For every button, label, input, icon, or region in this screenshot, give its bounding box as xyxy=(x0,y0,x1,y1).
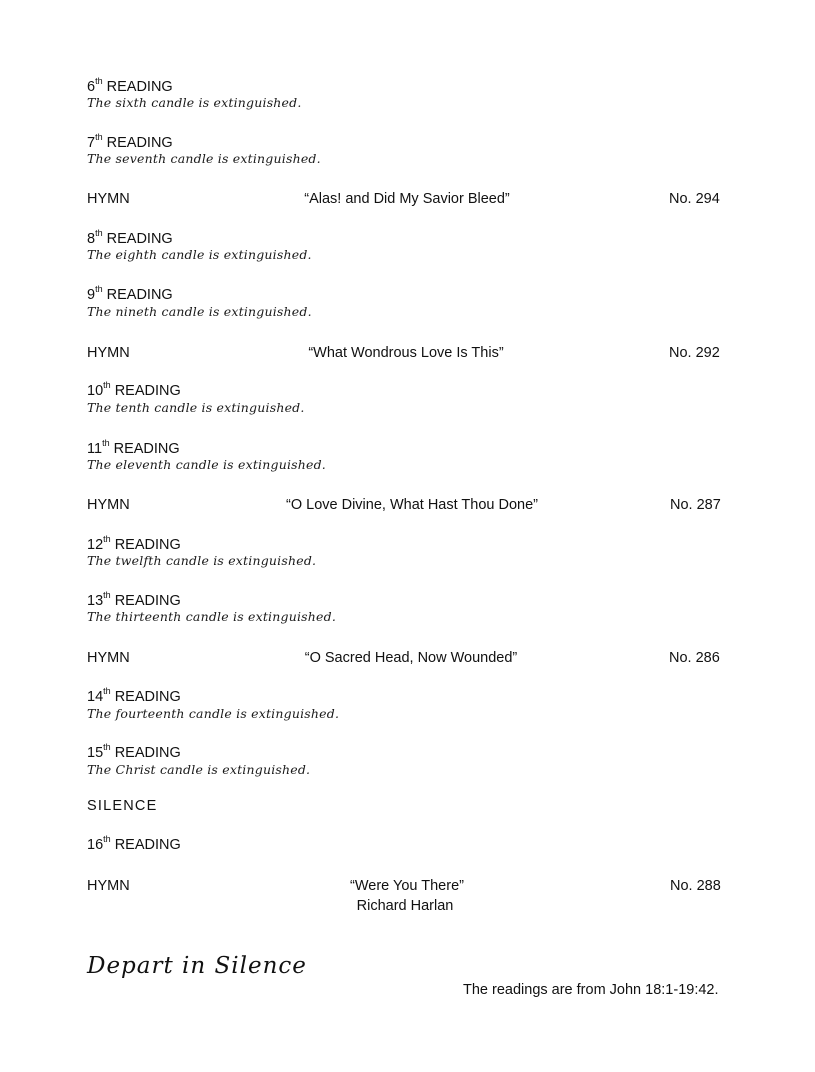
reading-15-note: The Christ candle is extinguished. xyxy=(87,762,311,777)
reading-6-note: The sixth candle is extinguished. xyxy=(87,95,302,110)
hymn-label: HYMN xyxy=(87,191,130,207)
reading-9-note: The nineth candle is extinguished. xyxy=(87,304,312,319)
reading-14-note: The fourteenth candle is extinguished. xyxy=(87,706,340,721)
reading-13-label: 13th READING xyxy=(87,590,181,609)
hymn-title: “O Sacred Head, Now Wounded” xyxy=(304,650,518,666)
hymn-number: No. 288 xyxy=(670,878,721,894)
reading-12-note: The twelfth candle is extinguished. xyxy=(87,553,317,568)
reading-10-label: 10th READING xyxy=(87,380,181,399)
depart-heading: Depart in Silence xyxy=(87,953,307,979)
reading-7-label: 7th READING xyxy=(87,132,173,151)
reading-9-label: 9th READING xyxy=(87,284,173,303)
reading-16-label: 16th READING xyxy=(87,834,181,853)
hymn-number: No. 287 xyxy=(670,497,721,513)
hymn-title: “What Wondrous Love Is This” xyxy=(308,345,504,361)
reading-10-note: The tenth candle is extinguished. xyxy=(87,400,305,415)
hymn-label: HYMN xyxy=(87,878,130,894)
reading-11-note: The eleventh candle is extinguished. xyxy=(87,457,326,472)
hymn-number: No. 286 xyxy=(669,650,720,666)
reading-13-note: The thirteenth candle is extinguished. xyxy=(87,609,336,624)
hymn-number: No. 292 xyxy=(669,345,720,361)
reading-14-label: 14th READING xyxy=(87,686,181,705)
reading-11-label: 11th READING xyxy=(87,438,180,457)
hymn-label: HYMN xyxy=(87,345,130,361)
hymn-title: “Alas! and Did My Savior Bleed” xyxy=(304,191,510,207)
reading-8-note: The eighth candle is extinguished. xyxy=(87,247,312,262)
reading-15-label: 15th READING xyxy=(87,742,181,761)
reading-6-label: 6th READING xyxy=(87,76,173,95)
reading-12-label: 12th READING xyxy=(87,534,181,553)
hymn-label: HYMN xyxy=(87,497,130,513)
hymn-title: “Were You There” xyxy=(350,878,464,894)
reading-8-label: 8th READING xyxy=(87,228,173,247)
silence-heading: SILENCE xyxy=(87,798,158,814)
hymn-composer: Richard Harlan xyxy=(356,898,454,914)
hymn-number: No. 294 xyxy=(669,191,720,207)
readings-source-note: The readings are from John 18:1-19:42. xyxy=(463,982,719,998)
reading-7-note: The seventh candle is extinguished. xyxy=(87,151,321,166)
hymn-label: HYMN xyxy=(87,650,130,666)
hymn-title: “O Love Divine, What Hast Thou Done” xyxy=(286,497,538,513)
